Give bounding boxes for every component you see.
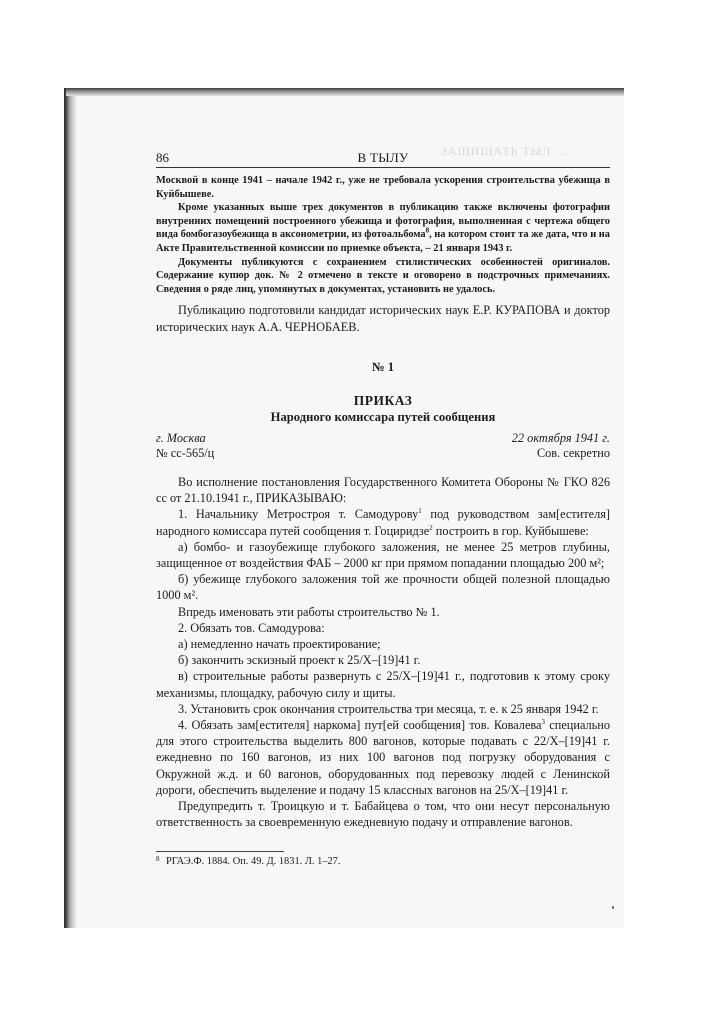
- order-item-3: 3. Установить срок окончания строительства три месяца, т. е. к 25 января 1942 г.: [178, 701, 599, 716]
- order-item-1: [156, 506, 610, 538]
- order-warning: Предупредить т. Троицкую и т. Бабайцева о том, что они несут персональную ответственность за своевременную ежедневную подачу и отправление вагонов.: [156, 799, 610, 830]
- item1-text-a: 1. Начальнику Метростроя т. Самодурову: [178, 507, 419, 522]
- footnote-ref-2: 2: [429, 523, 433, 532]
- intro-p2-text: Кроме указанных выше трех документов в публикацию также включены фотографии внутренних помещений построенного убежища и фотография, выполненная с чертежа общего вида бомбогазоубежища в аксонометрии, из фотоальбома: [156, 202, 610, 241]
- document-number: № 1: [371, 359, 395, 374]
- footnote-ref-3: 3: [541, 717, 546, 726]
- scan-top-shadow: [66, 88, 624, 96]
- order-item-1-name: Впредь именовать эти работы строительство № 1.: [178, 604, 440, 619]
- running-title: В ТЫЛУ: [357, 150, 409, 165]
- item1-text-c: построить в гор. Куйбышеве:: [432, 523, 589, 538]
- intro-paragraph-3: Документы публикуются с сохранением стилистических особенностей оригиналов. Содержание купюр док. № 2 отмечено в тексте и оговорено в подстрочных примечаниях. Сведения о ряде лиц, упомянутых в документах, установить не удалось.: [156, 256, 610, 295]
- intro-paragraph-2: [156, 201, 610, 255]
- place-date-row: [156, 431, 610, 447]
- order-item-2a: а) немедленно начать проектирование;: [178, 636, 381, 651]
- footnote-mark: 8: [156, 855, 160, 863]
- document-issuer: Народного комиссара путей сообщения: [270, 409, 496, 424]
- intro-paragraph-1: Москвой в конце 1941 – начале 1942 г., уже не требовала ускорения строительства убежища в Куйбышеве.: [156, 175, 610, 200]
- footnote-ref-8: 8: [425, 226, 430, 235]
- order-item-4: [156, 717, 610, 798]
- page-number: 86: [156, 150, 169, 165]
- registration-row: [156, 446, 610, 462]
- registration-number: № сс-565/ц: [156, 446, 215, 461]
- page-content: [156, 144, 610, 830]
- publication-note: Публикацию подготовили кандидат исторических наук Е.Р. КУРАПОВА и доктор исторических наук А.А. ЧЕРНОБАЕВ.: [156, 303, 610, 334]
- footnote-text: РГАЭ.Ф. 1884. Оп. 49. Д. 1831. Л. 1–27.: [166, 856, 341, 867]
- bleed-through-text: ЗАЩИЩАТЬ ТЫЛ ...: [441, 144, 568, 158]
- classification: Сов. секретно: [536, 446, 610, 461]
- footnote-rule: [156, 851, 284, 852]
- document-title: ПРИКАЗ: [353, 392, 413, 408]
- document-place: г. Москва: [156, 430, 206, 445]
- intro-p2-text-end: , на котором стоит та же дата, что и на Акте Правительственной комиссии по приемке объекта, – 21 января 1943 г.: [156, 229, 610, 254]
- order-item-2: 2. Обязать тов. Самодурова:: [178, 620, 325, 635]
- order-item-2c: в) строительные работы развернуть с 25/X–[19]41 г., подготовив к этому сроку механизмы, площадку, рабочую силу и щиты.: [156, 669, 610, 700]
- footnote-ref-1: 1: [418, 507, 422, 516]
- order-item-1a: а) бомбо- и газоубежище глубокого заложения, не менее 25 метров глубины, защищенное от воздействия ФАБ – 2000 кг при прямом попадании площадью 200 м²;: [156, 539, 610, 570]
- item4-text-b: специально для этого строительства выделить 800 вагонов, которые подавать с 22/X–[19]41 г. ежедневно по 160 вагонов, из них 100 вагонов под погрузку оборудования с Окружной ж.д. и 60 вагонов, оборудованных под перевозку людей с Ленинской дороги, обеспечить выделение и подачу 15 классных вагонов на 25/X–[19]41 г.: [156, 718, 610, 797]
- item1-text-b: под руководством зам[естителя] народного комиссара путей сообщения т. Гоциридзе: [156, 507, 610, 538]
- document-date: 22 октября 1941 г.: [511, 430, 610, 445]
- order-item-1b: б) убежище глубокого заложения той же прочности общей полезной площадью 1000 м².: [156, 572, 610, 603]
- item4-text-a: 4. Обязать зам[естителя] наркомa] пут[ей сообщения] тов. Ковалева: [178, 718, 542, 732]
- order-item-2b: б) закончить эскизный проект к 25/X–[19]41 г.: [178, 653, 421, 668]
- running-header: [156, 144, 610, 168]
- order-intro: Во исполнение постановления Государственного Комитета Обороны № ГКО 826 сс от 21.10.1941 г., ПРИКАЗЫВАЮ:: [156, 474, 610, 506]
- scan-speck: [612, 906, 614, 909]
